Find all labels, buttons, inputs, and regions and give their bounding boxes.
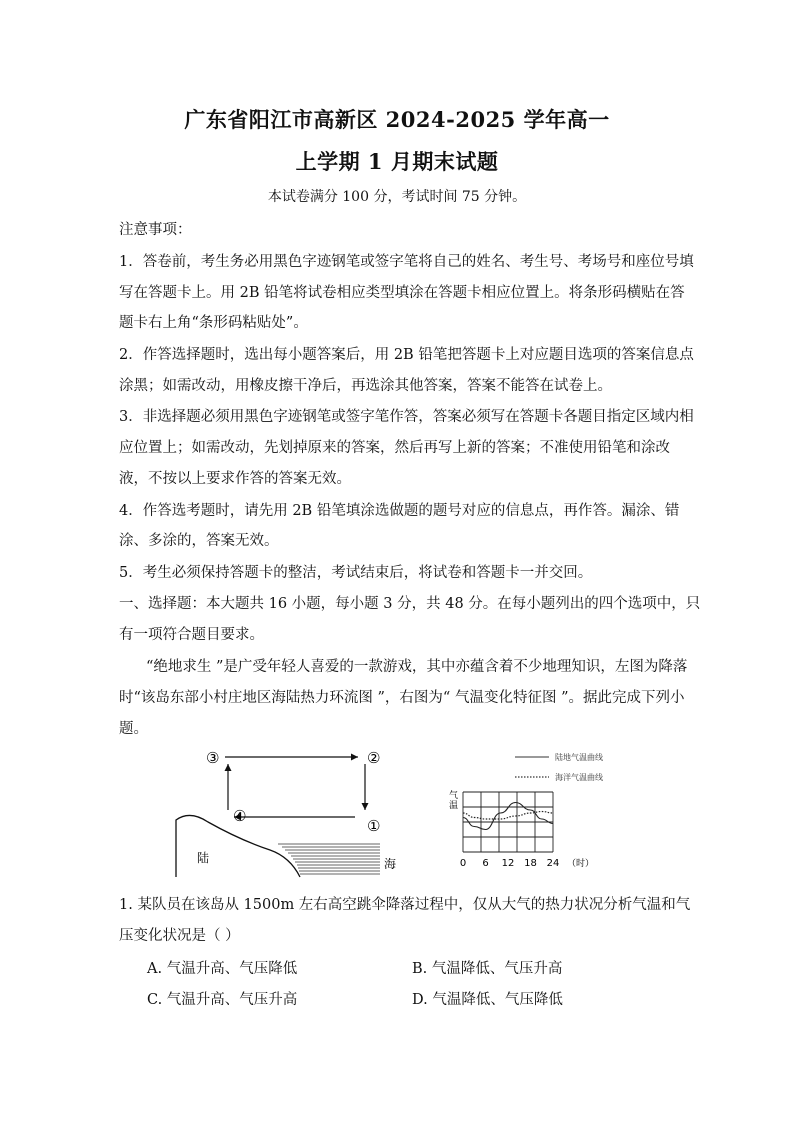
series-line	[463, 803, 553, 830]
option-c[interactable]: C. 气温升高、气压升高	[147, 992, 298, 1008]
legend-label: 海洋气温曲线	[555, 773, 603, 782]
instruction-line: 液，不按以上要求作答的答案无效。	[119, 471, 351, 487]
label-sea: 海	[384, 857, 397, 871]
section-heading-line2: 有一项符合题目要求。	[119, 627, 264, 643]
x-tick-label: 24	[546, 858, 560, 869]
label-point-3: ③	[206, 749, 220, 767]
label-point-4: ④	[233, 807, 247, 825]
legend-label: 陆地气温曲线	[555, 753, 603, 762]
passage-line3: 题。	[119, 721, 148, 737]
circulation-diagram	[170, 742, 410, 882]
instruction-line: 写在答题卡上。用 2B 铅笔将试卷相应类型填涂在答题卡相应位置上。将条形码横贴在答	[119, 285, 685, 301]
page-title-line2: 上学期 1 月期末试题	[295, 149, 499, 174]
y-axis-label: 气	[449, 791, 459, 801]
instruction-line: 3．非选择题必须用黑色字迹钢笔或签字笔作答，答案必须写在答题卡各题目指定区域内相	[119, 409, 694, 425]
label-point-1: ①	[367, 817, 381, 835]
instruction-line: 题卡右上角“条形码粘贴处”。	[119, 315, 308, 331]
x-axis-label: （时）	[567, 859, 595, 869]
instruction-line: 应位置上；如需改动，先划掉原来的答案，然后再写上新的答案；不准使用铅笔和涂改	[119, 440, 670, 456]
question1-stem-line1: 1. 某队员在该岛从 1500m 左右高空跳伞降落过程中，仅从大气的热力状况分析气温和气	[119, 897, 691, 913]
instruction-line: 4．作答选考题时，请先用 2B 铅笔填涂选做题的题号对应的信息点，再作答。漏涂、错	[119, 503, 680, 519]
section-heading-line1: 一、选择题：本大题共 16 小题，每小题 3 分，共 48 分。在每小题列出的四个选项中，只	[119, 596, 701, 612]
passage-line1: “绝地求生 ”是广受年轻人喜爱的一款游戏，其中亦蕴含着不少地理知识，左图为降落	[146, 659, 688, 675]
label-point-2: ②	[367, 749, 381, 767]
instruction-line: 2．作答选择题时，选出每小题答案后，用 2B 铅笔把答题卡上对应题目选项的答案信息点	[119, 347, 694, 363]
option-b[interactable]: B. 气温降低、气压升高	[412, 961, 563, 977]
instruction-line: 5．考生必须保持答题卡的整洁，考试结束后，将试卷和答题卡一并交回。	[119, 565, 593, 581]
y-axis-label: 温	[449, 801, 459, 811]
x-tick-label: 12	[501, 858, 515, 869]
figures	[170, 742, 640, 882]
x-tick-label: 18	[524, 858, 537, 869]
instructions-heading: 注意事项：	[119, 222, 192, 238]
option-a[interactable]: A. 气温升高、气压降低	[147, 961, 298, 977]
temperature-chart	[445, 742, 645, 882]
page-title-line1: 广东省阳江市高新区 2024-2025 学年高一	[184, 107, 610, 132]
question1-stem-line2: 压变化状况是（ ）	[119, 928, 240, 944]
x-tick-label: 0	[459, 858, 467, 869]
instruction-line: 1．答卷前，考生务必用黑色字迹钢笔或签字笔将自己的姓名、考生号、考场号和座位号填	[119, 254, 694, 270]
exam-info: 本试卷满分 100 分，考试时间 75 分钟。	[267, 189, 527, 205]
label-land: 陆	[197, 851, 210, 865]
instruction-line: 涂黑；如需改动，用橡皮擦干净后，再选涂其他答案，答案不能答在试卷上。	[119, 378, 612, 394]
passage-line2: 时“该岛东部小村庄地区海陆热力环流图 ”，右图为“ 气温变化特征图 ”。据此完成下列小	[119, 690, 685, 706]
sea-surface	[278, 844, 380, 874]
x-tick-label: 6	[482, 858, 489, 869]
instruction-line: 涂、多涂的，答案无效。	[119, 533, 279, 549]
option-d[interactable]: D. 气温降低、气压降低	[412, 992, 563, 1008]
